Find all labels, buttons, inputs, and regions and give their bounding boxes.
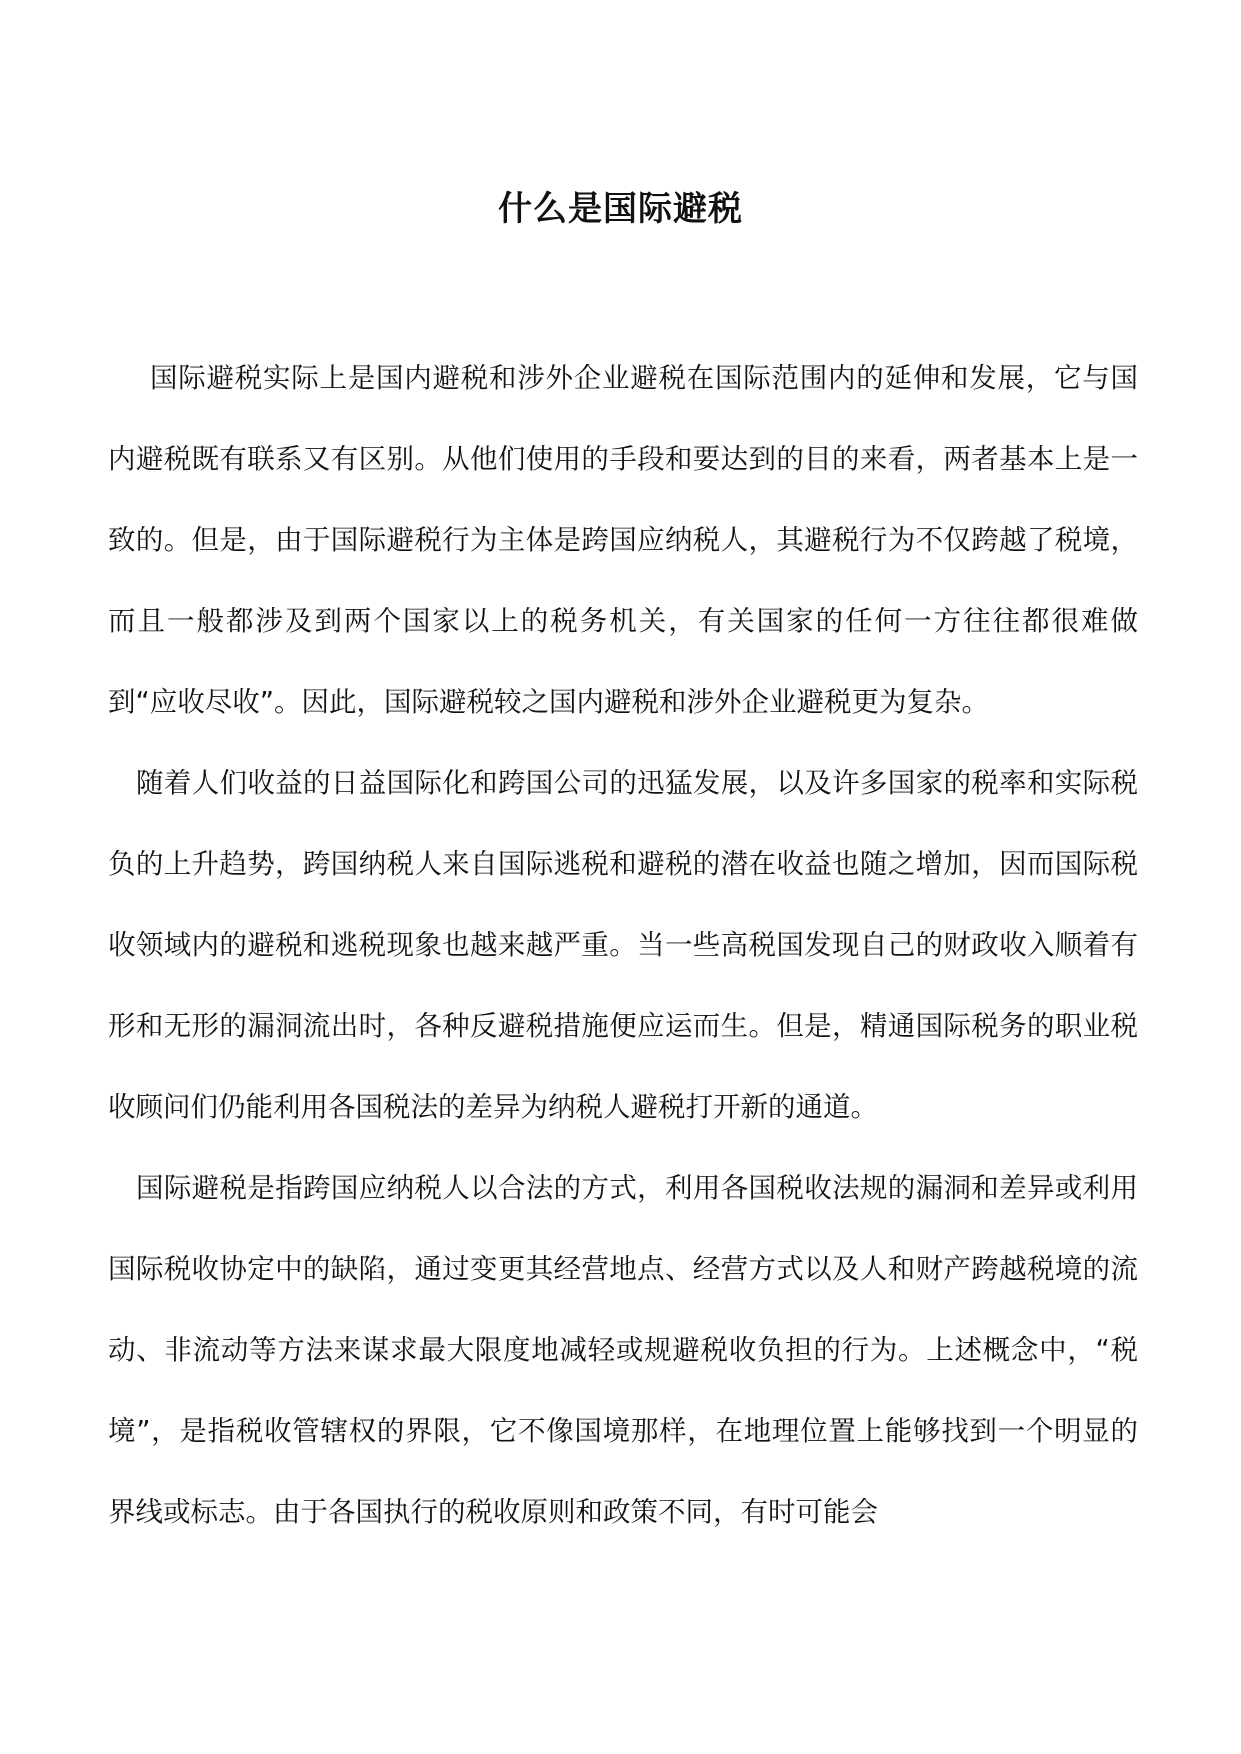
paragraph-3: 国际避税是指跨国应纳税人以合法的方式，利用各国税收法规的漏洞和差异或利用国际税收协定中的缺陷，通过变更其经营地点、经营方式以及人和财产跨越税境的流动、非流动等方法来谋求最大限度地减轻或规避税收负担的行为。上述概念中，“税境”，是指税收管辖权的界限，它不像国境那样，在地理位置上能够找到一个明显的界线或标志。由于各国执行的税收原则和政策不同，有时可能会 — [108, 1172, 1138, 1528]
paragraph-2: 随着人们收益的日益国际化和跨国公司的迅猛发展，以及许多国家的税率和实际税负的上升趋势，跨国纳税人来自国际逃税和避税的潜在收益也随之增加，因而国际税收领域内的避税和逃税现象也越来越严重。当一些高税国发现自己的财政收入顺着有形和无形的漏洞流出时，各种反避税措施便应运而生。但是，精通国际税务的职业税收顾问们仍能利用各国税法的差异为纳税人避税打开新的通道。 — [108, 767, 1138, 1123]
document-body — [108, 338, 1138, 1553]
document-title: 什么是国际避税 — [498, 188, 743, 229]
paragraph-1: 国际避税实际上是国内避税和涉外企业避税在国际范围内的延伸和发展，它与国内避税既有联系又有区别。从他们使用的手段和要达到的目的来看，两者基本上是一致的。但是，由于国际避税行为主体是跨国应纳税人，其避税行为不仅跨越了税境，而且一般都涉及到两个国家以上的税务机关，有关国家的任何一方往往都很难做到“应收尽收”。因此，国际避税较之国内避税和涉外企业避税更为复杂。 — [108, 362, 1138, 718]
